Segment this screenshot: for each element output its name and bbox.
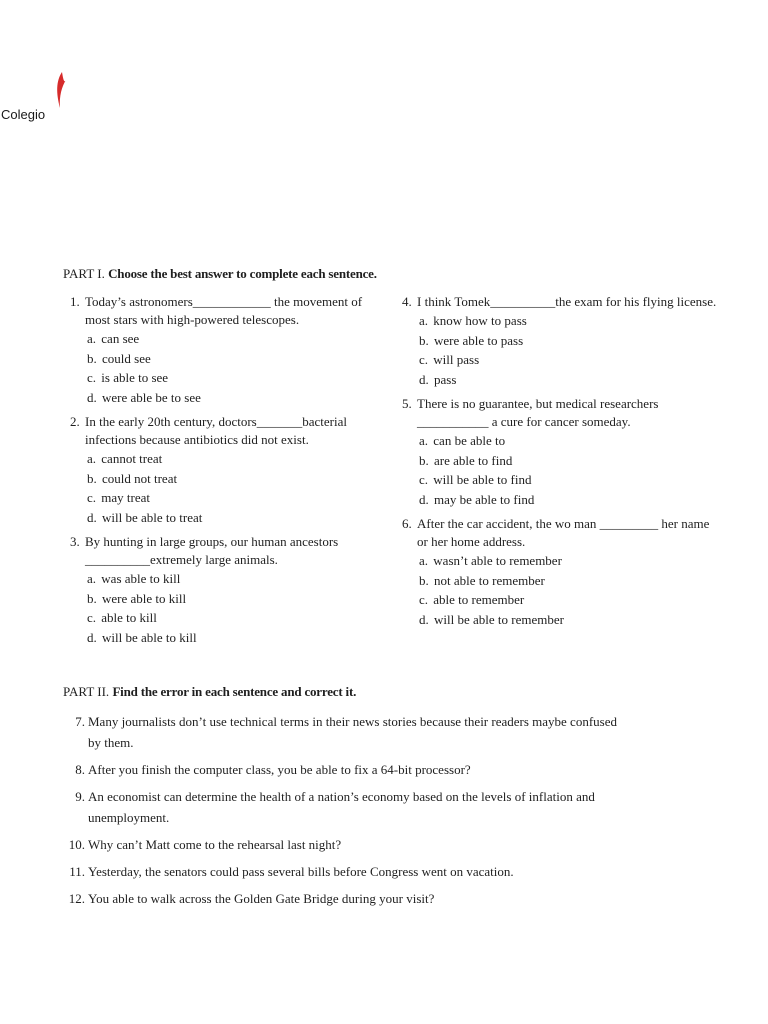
option-d <box>402 370 717 390</box>
option-letter: b. <box>419 572 429 588</box>
question-number: 2. <box>70 414 80 429</box>
part2-item-12 <box>64 888 624 909</box>
option-c <box>70 488 385 508</box>
item-text: will be able to kill <box>102 629 197 645</box>
item-number: 12. <box>68 891 85 906</box>
item-text: were able be to see <box>102 389 201 405</box>
item-text: were able to pass <box>434 332 524 348</box>
item-text: may be able to find <box>434 491 535 507</box>
item-text: will pass <box>433 352 480 367</box>
item-text: wasn’t able to remember <box>433 553 562 568</box>
option-letter: c. <box>87 370 97 385</box>
logo-text: Colegio <box>1 107 46 122</box>
part2-list <box>64 711 624 915</box>
option-c <box>402 350 717 370</box>
question-number: 5. <box>402 396 412 411</box>
item-text: could not treat <box>102 470 178 486</box>
option-c <box>402 470 717 490</box>
question-number: 6. <box>402 516 412 531</box>
item-text: is able to see <box>101 370 169 385</box>
option-letter: a. <box>87 451 97 466</box>
part1-heading <box>63 265 377 283</box>
item-text: was able to kill <box>101 571 181 586</box>
part1-label: PART I. <box>63 266 105 281</box>
item-text: could see <box>102 350 151 366</box>
option-letter: a. <box>87 331 97 346</box>
option-d <box>70 388 385 408</box>
option-letter: d. <box>419 491 429 507</box>
item-text: will be able to find <box>433 472 532 487</box>
item-text: will be able to treat <box>102 509 203 525</box>
option-letter: d. <box>87 509 97 525</box>
option-letter: a. <box>87 571 97 586</box>
item-text: know how to pass <box>433 313 527 328</box>
part1-right-column <box>402 293 717 635</box>
item-text: able to kill <box>101 610 157 625</box>
option-d <box>402 490 717 510</box>
logo-flame-icon <box>55 72 67 108</box>
option-b <box>402 451 717 471</box>
item-text: can see <box>101 331 140 346</box>
item-text: were able to kill <box>102 590 187 606</box>
question-number: 3. <box>70 534 80 549</box>
question-stem: I think Tomek__________the exam for his flying license. <box>417 294 717 309</box>
option-d <box>402 610 717 630</box>
option-b <box>70 349 385 369</box>
item-text: Why can’t Matt come to the rehearsal last night? <box>88 837 342 852</box>
option-c <box>402 590 717 610</box>
option-letter: a. <box>419 433 429 448</box>
option-a <box>402 551 717 571</box>
item-text: will be able to remember <box>434 611 564 627</box>
question-stem: There is no guarantee, but medical researchers ___________ a cure for cancer someday. <box>417 396 659 429</box>
question-3 <box>70 533 385 647</box>
option-letter: c. <box>419 472 429 487</box>
question-6 <box>402 515 717 629</box>
option-letter: b. <box>419 452 429 468</box>
item-text: Many journalists don’t use technical terms in their news stories because their readers maybe confused by them. <box>88 714 617 750</box>
option-a <box>402 431 717 451</box>
question-5 <box>402 395 717 509</box>
part2-item-9 <box>64 786 624 828</box>
part1-left-column <box>70 293 385 653</box>
question-stem: By hunting in large groups, our human ancestors __________extremely large animals. <box>85 534 339 567</box>
option-letter: a. <box>419 313 429 328</box>
option-letter: c. <box>419 592 429 607</box>
part1-instruction: Choose the best answer to complete each sentence. <box>108 266 377 281</box>
option-letter: b. <box>87 470 97 486</box>
part2-item-7 <box>64 711 624 753</box>
question-stem: Today’s astronomers____________ the movement of most stars with high-powered telescopes. <box>85 294 363 327</box>
question-number: 1. <box>70 294 80 309</box>
item-number: 10. <box>68 837 85 852</box>
item-number: 7. <box>75 714 85 729</box>
question-number: 4. <box>402 294 412 309</box>
question-4 <box>402 293 717 389</box>
item-text: After you finish the computer class, you be able to fix a 64-bit processor? <box>88 762 471 777</box>
option-letter: c. <box>87 490 97 505</box>
option-a <box>70 329 385 349</box>
part2-instruction: Find the error in each sentence and correct it. <box>112 684 357 699</box>
option-a <box>70 569 385 589</box>
question-1 <box>70 293 385 407</box>
item-number: 9. <box>75 789 85 804</box>
option-letter: b. <box>87 350 97 366</box>
item-text: An economist can determine the health of a nation’s economy based on the levels of inflation and unemployment. <box>88 789 595 825</box>
part2-item-8 <box>64 759 624 780</box>
item-text: You able to walk across the Golden Gate Bridge during your visit? <box>88 891 435 906</box>
option-b <box>402 331 717 351</box>
option-letter: d. <box>87 389 97 405</box>
part2-item-10 <box>64 834 624 855</box>
option-letter: d. <box>419 611 429 627</box>
item-number: 11. <box>69 864 85 879</box>
option-b <box>402 571 717 591</box>
item-text: are able to find <box>434 452 513 468</box>
part2-label: PART II. <box>63 684 110 699</box>
option-a <box>70 449 385 469</box>
item-text: pass <box>434 371 457 387</box>
option-letter: b. <box>419 332 429 348</box>
option-letter: b. <box>87 590 97 606</box>
part2-item-11 <box>64 861 624 882</box>
question-2 <box>70 413 385 527</box>
item-text: Yesterday, the senators could pass several bills before Congress went on vacation. <box>88 864 514 879</box>
item-number: 8. <box>75 762 85 777</box>
item-text: can be able to <box>433 433 506 448</box>
option-letter: d. <box>419 371 429 387</box>
item-text: not able to remember <box>434 572 545 588</box>
question-stem: In the early 20th century, doctors_______bacterial infections because antibiotics did not exist. <box>85 414 347 447</box>
option-b <box>70 589 385 609</box>
item-text: cannot treat <box>101 451 163 466</box>
item-text: may treat <box>101 490 151 505</box>
question-stem: After the car accident, the wo man _________ her name or her home address. <box>417 516 710 549</box>
option-a <box>402 311 717 331</box>
item-text: able to remember <box>433 592 525 607</box>
option-d <box>70 508 385 528</box>
option-c <box>70 608 385 628</box>
part2-heading <box>63 683 356 701</box>
option-letter: c. <box>419 352 429 367</box>
option-d <box>70 628 385 648</box>
option-b <box>70 469 385 489</box>
option-letter: a. <box>419 553 429 568</box>
option-c <box>70 368 385 388</box>
option-letter: d. <box>87 629 97 645</box>
option-letter: c. <box>87 610 97 625</box>
